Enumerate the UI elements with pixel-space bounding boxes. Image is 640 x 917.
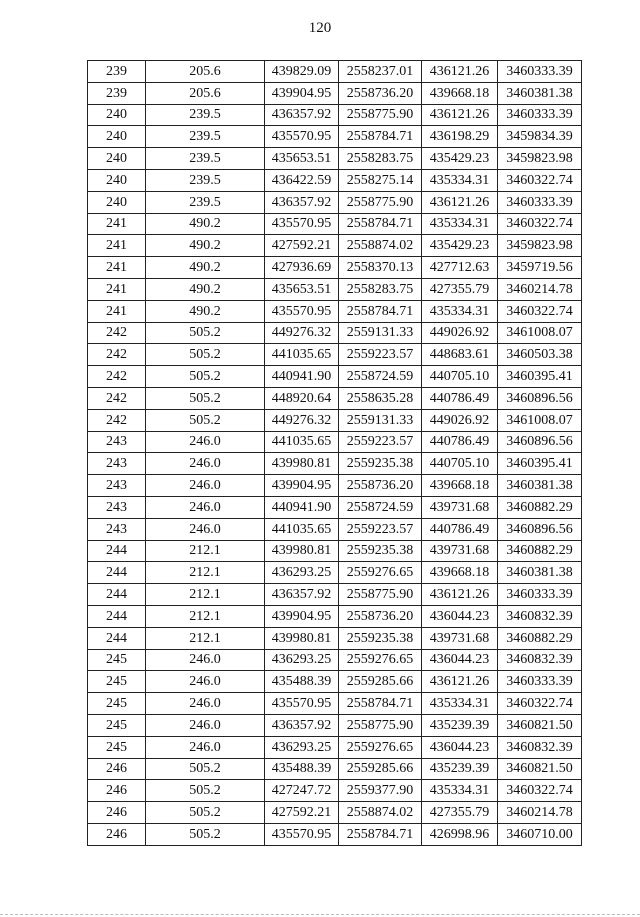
table-row (88, 169, 582, 191)
y2-cell: 3459719.56 (498, 257, 582, 279)
y2-cell: 3460322.74 (498, 169, 582, 191)
plot-id-cell: 242 (88, 322, 146, 344)
table-row (88, 257, 582, 279)
x1-cell: 436357.92 (265, 584, 339, 606)
y2-cell: 3460395.41 (498, 453, 582, 475)
x2-cell: 435239.39 (422, 758, 498, 780)
x2-cell: 435334.31 (422, 780, 498, 802)
plot-id-cell: 242 (88, 344, 146, 366)
plot-id-cell: 244 (88, 605, 146, 627)
x2-cell: 449026.92 (422, 322, 498, 344)
plot-id-cell: 245 (88, 671, 146, 693)
y2-cell: 3460333.39 (498, 584, 582, 606)
y2-cell: 3460896.56 (498, 518, 582, 540)
x1-cell: 439980.81 (265, 453, 339, 475)
y2-cell: 3459823.98 (498, 235, 582, 257)
plot-id-cell: 243 (88, 475, 146, 497)
table-row (88, 278, 582, 300)
x2-cell: 435334.31 (422, 300, 498, 322)
y1-cell: 2558283.75 (339, 278, 422, 300)
x2-cell: 440786.49 (422, 431, 498, 453)
plot-id-cell: 240 (88, 148, 146, 170)
x2-cell: 435429.23 (422, 235, 498, 257)
table-row (88, 540, 582, 562)
value-cell: 239.5 (146, 148, 265, 170)
x2-cell: 436044.23 (422, 649, 498, 671)
table-row (88, 431, 582, 453)
value-cell: 205.6 (146, 61, 265, 83)
x2-cell: 436044.23 (422, 605, 498, 627)
y2-cell: 3460882.29 (498, 627, 582, 649)
table-row (88, 605, 582, 627)
plot-id-cell: 243 (88, 431, 146, 453)
x1-cell: 435653.51 (265, 278, 339, 300)
y2-cell: 3460710.00 (498, 823, 582, 845)
plot-id-cell: 240 (88, 126, 146, 148)
value-cell: 205.6 (146, 82, 265, 104)
page-number: 120 (308, 20, 332, 36)
x2-cell: 439668.18 (422, 475, 498, 497)
y1-cell: 2559377.90 (339, 780, 422, 802)
table-row (88, 671, 582, 693)
value-cell: 246.0 (146, 714, 265, 736)
value-cell: 505.2 (146, 322, 265, 344)
table-row (88, 366, 582, 388)
y2-cell: 3460896.56 (498, 387, 582, 409)
x2-cell: 427712.63 (422, 257, 498, 279)
plot-id-cell: 240 (88, 191, 146, 213)
plot-id-cell: 245 (88, 649, 146, 671)
x2-cell: 436121.26 (422, 61, 498, 83)
x2-cell: 440705.10 (422, 453, 498, 475)
table-row (88, 409, 582, 431)
x1-cell: 435488.39 (265, 671, 339, 693)
table-row (88, 693, 582, 715)
plot-id-cell: 241 (88, 278, 146, 300)
x1-cell: 427592.21 (265, 802, 339, 824)
x2-cell: 439731.68 (422, 496, 498, 518)
y2-cell: 3460333.39 (498, 671, 582, 693)
y1-cell: 2559276.65 (339, 562, 422, 584)
y1-cell: 2559235.38 (339, 453, 422, 475)
y1-cell: 2558775.90 (339, 104, 422, 126)
table-row (88, 453, 582, 475)
y1-cell: 2558724.59 (339, 366, 422, 388)
y1-cell: 2558237.01 (339, 61, 422, 83)
table-row (88, 736, 582, 758)
value-cell: 490.2 (146, 213, 265, 235)
x2-cell: 426998.96 (422, 823, 498, 845)
y1-cell: 2558736.20 (339, 82, 422, 104)
x1-cell: 435488.39 (265, 758, 339, 780)
plot-id-cell: 243 (88, 496, 146, 518)
x2-cell: 436121.26 (422, 671, 498, 693)
x1-cell: 449276.32 (265, 409, 339, 431)
y1-cell: 2558370.13 (339, 257, 422, 279)
y1-cell: 2559276.65 (339, 649, 422, 671)
x2-cell: 439668.18 (422, 562, 498, 584)
x1-cell: 427936.69 (265, 257, 339, 279)
y1-cell: 2559235.38 (339, 540, 422, 562)
table-row (88, 322, 582, 344)
x1-cell: 439980.81 (265, 540, 339, 562)
y2-cell: 3460896.56 (498, 431, 582, 453)
plot-id-cell: 241 (88, 235, 146, 257)
value-cell: 239.5 (146, 191, 265, 213)
table-row (88, 82, 582, 104)
x2-cell: 440705.10 (422, 366, 498, 388)
value-cell: 212.1 (146, 540, 265, 562)
y1-cell: 2558784.71 (339, 213, 422, 235)
plot-id-cell: 244 (88, 584, 146, 606)
value-cell: 246.0 (146, 671, 265, 693)
table-row (88, 191, 582, 213)
x1-cell: 436422.59 (265, 169, 339, 191)
x2-cell: 439731.68 (422, 627, 498, 649)
y1-cell: 2558275.14 (339, 169, 422, 191)
table-row (88, 126, 582, 148)
x1-cell: 435570.95 (265, 823, 339, 845)
y1-cell: 2559223.57 (339, 431, 422, 453)
y2-cell: 3460214.78 (498, 278, 582, 300)
table-row (88, 496, 582, 518)
value-cell: 246.0 (146, 693, 265, 715)
value-cell: 212.1 (146, 627, 265, 649)
y2-cell: 3460832.39 (498, 736, 582, 758)
table-row (88, 780, 582, 802)
y2-cell: 3460882.29 (498, 496, 582, 518)
plot-id-cell: 244 (88, 562, 146, 584)
x1-cell: 435653.51 (265, 148, 339, 170)
plot-id-cell: 240 (88, 169, 146, 191)
y2-cell: 3460322.74 (498, 693, 582, 715)
y1-cell: 2559131.33 (339, 409, 422, 431)
value-cell: 246.0 (146, 736, 265, 758)
value-cell: 212.1 (146, 584, 265, 606)
value-cell: 239.5 (146, 104, 265, 126)
x1-cell: 448920.64 (265, 387, 339, 409)
plot-id-cell: 242 (88, 366, 146, 388)
x1-cell: 436357.92 (265, 104, 339, 126)
x1-cell: 427247.72 (265, 780, 339, 802)
table-row (88, 584, 582, 606)
value-cell: 246.0 (146, 453, 265, 475)
y1-cell: 2558775.90 (339, 584, 422, 606)
y1-cell: 2558736.20 (339, 475, 422, 497)
y1-cell: 2558874.02 (339, 802, 422, 824)
y2-cell: 3461008.07 (498, 322, 582, 344)
x2-cell: 435334.31 (422, 169, 498, 191)
y1-cell: 2559223.57 (339, 518, 422, 540)
value-cell: 212.1 (146, 605, 265, 627)
x1-cell: 439829.09 (265, 61, 339, 83)
table-row (88, 649, 582, 671)
x1-cell: 436357.92 (265, 714, 339, 736)
plot-id-cell: 240 (88, 104, 146, 126)
y2-cell: 3460832.39 (498, 649, 582, 671)
y1-cell: 2558784.71 (339, 126, 422, 148)
x2-cell: 435429.23 (422, 148, 498, 170)
table-row (88, 148, 582, 170)
value-cell: 239.5 (146, 169, 265, 191)
value-cell: 505.2 (146, 409, 265, 431)
plot-id-cell: 244 (88, 540, 146, 562)
table-row (88, 802, 582, 824)
y2-cell: 3460333.39 (498, 61, 582, 83)
x1-cell: 449276.32 (265, 322, 339, 344)
y1-cell: 2558775.90 (339, 714, 422, 736)
y2-cell: 3460214.78 (498, 802, 582, 824)
x1-cell: 439904.95 (265, 82, 339, 104)
x1-cell: 435570.95 (265, 693, 339, 715)
x2-cell: 436044.23 (422, 736, 498, 758)
x1-cell: 439904.95 (265, 475, 339, 497)
table-row (88, 758, 582, 780)
value-cell: 505.2 (146, 823, 265, 845)
x2-cell: 435239.39 (422, 714, 498, 736)
x2-cell: 427355.79 (422, 278, 498, 300)
value-cell: 246.0 (146, 431, 265, 453)
plot-id-cell: 246 (88, 823, 146, 845)
value-cell: 239.5 (146, 126, 265, 148)
table-row (88, 518, 582, 540)
plot-id-cell: 242 (88, 387, 146, 409)
value-cell: 505.2 (146, 344, 265, 366)
x2-cell: 439668.18 (422, 82, 498, 104)
x2-cell: 435334.31 (422, 693, 498, 715)
x1-cell: 427592.21 (265, 235, 339, 257)
x1-cell: 441035.65 (265, 344, 339, 366)
plot-id-cell: 242 (88, 409, 146, 431)
plot-id-cell: 241 (88, 213, 146, 235)
y1-cell: 2558784.71 (339, 693, 422, 715)
y1-cell: 2558784.71 (339, 300, 422, 322)
plot-id-cell: 246 (88, 780, 146, 802)
y1-cell: 2559276.65 (339, 736, 422, 758)
x1-cell: 440941.90 (265, 366, 339, 388)
x1-cell: 436293.25 (265, 562, 339, 584)
y1-cell: 2559235.38 (339, 627, 422, 649)
plot-id-cell: 243 (88, 518, 146, 540)
y1-cell: 2558874.02 (339, 235, 422, 257)
y2-cell: 3460322.74 (498, 213, 582, 235)
plot-id-cell: 239 (88, 82, 146, 104)
y1-cell: 2558635.28 (339, 387, 422, 409)
y2-cell: 3459823.98 (498, 148, 582, 170)
value-cell: 490.2 (146, 278, 265, 300)
table-row (88, 300, 582, 322)
x2-cell: 427355.79 (422, 802, 498, 824)
coordinates-table (87, 60, 582, 846)
table-row (88, 627, 582, 649)
plot-id-cell: 241 (88, 300, 146, 322)
y2-cell: 3460821.50 (498, 714, 582, 736)
y2-cell: 3461008.07 (498, 409, 582, 431)
plot-id-cell: 246 (88, 758, 146, 780)
x2-cell: 436121.26 (422, 584, 498, 606)
x2-cell: 440786.49 (422, 387, 498, 409)
table-row (88, 104, 582, 126)
value-cell: 246.0 (146, 496, 265, 518)
plot-id-cell: 246 (88, 802, 146, 824)
value-cell: 505.2 (146, 758, 265, 780)
y2-cell: 3460333.39 (498, 104, 582, 126)
x2-cell: 436198.29 (422, 126, 498, 148)
x1-cell: 435570.95 (265, 126, 339, 148)
table-row (88, 714, 582, 736)
y2-cell: 3460333.39 (498, 191, 582, 213)
y2-cell: 3460882.29 (498, 540, 582, 562)
table-row (88, 235, 582, 257)
y2-cell: 3460503.38 (498, 344, 582, 366)
x1-cell: 441035.65 (265, 431, 339, 453)
table-row (88, 61, 582, 83)
y2-cell: 3460322.74 (498, 300, 582, 322)
table-row (88, 562, 582, 584)
plot-id-cell: 245 (88, 736, 146, 758)
x1-cell: 435570.95 (265, 213, 339, 235)
value-cell: 505.2 (146, 366, 265, 388)
y1-cell: 2559131.33 (339, 322, 422, 344)
value-cell: 246.0 (146, 649, 265, 671)
value-cell: 490.2 (146, 300, 265, 322)
table-row (88, 823, 582, 845)
plot-id-cell: 239 (88, 61, 146, 83)
y2-cell: 3460832.39 (498, 605, 582, 627)
table-row (88, 387, 582, 409)
value-cell: 505.2 (146, 387, 265, 409)
x2-cell: 436121.26 (422, 104, 498, 126)
plot-id-cell: 245 (88, 693, 146, 715)
x2-cell: 448683.61 (422, 344, 498, 366)
x2-cell: 435334.31 (422, 213, 498, 235)
value-cell: 505.2 (146, 802, 265, 824)
table-body (88, 61, 582, 846)
y2-cell: 3460395.41 (498, 366, 582, 388)
table-row (88, 213, 582, 235)
y2-cell: 3460322.74 (498, 780, 582, 802)
value-cell: 246.0 (146, 518, 265, 540)
y1-cell: 2558736.20 (339, 605, 422, 627)
plot-id-cell: 241 (88, 257, 146, 279)
y1-cell: 2558283.75 (339, 148, 422, 170)
scan-edge-line (0, 914, 640, 915)
value-cell: 490.2 (146, 235, 265, 257)
x1-cell: 440941.90 (265, 496, 339, 518)
x2-cell: 439731.68 (422, 540, 498, 562)
y1-cell: 2559285.66 (339, 758, 422, 780)
x2-cell: 436121.26 (422, 191, 498, 213)
x1-cell: 439904.95 (265, 605, 339, 627)
x2-cell: 449026.92 (422, 409, 498, 431)
x2-cell: 440786.49 (422, 518, 498, 540)
y2-cell: 3460381.38 (498, 562, 582, 584)
plot-id-cell: 243 (88, 453, 146, 475)
y2-cell: 3459834.39 (498, 126, 582, 148)
table-row (88, 475, 582, 497)
value-cell: 212.1 (146, 562, 265, 584)
x1-cell: 436293.25 (265, 736, 339, 758)
x1-cell: 436293.25 (265, 649, 339, 671)
y1-cell: 2559223.57 (339, 344, 422, 366)
x1-cell: 436357.92 (265, 191, 339, 213)
y2-cell: 3460381.38 (498, 82, 582, 104)
x1-cell: 441035.65 (265, 518, 339, 540)
y2-cell: 3460381.38 (498, 475, 582, 497)
x1-cell: 439980.81 (265, 627, 339, 649)
y1-cell: 2558724.59 (339, 496, 422, 518)
y1-cell: 2559285.66 (339, 671, 422, 693)
value-cell: 490.2 (146, 257, 265, 279)
y1-cell: 2558775.90 (339, 191, 422, 213)
plot-id-cell: 245 (88, 714, 146, 736)
table-row (88, 344, 582, 366)
y2-cell: 3460821.50 (498, 758, 582, 780)
value-cell: 246.0 (146, 475, 265, 497)
value-cell: 505.2 (146, 780, 265, 802)
y1-cell: 2558784.71 (339, 823, 422, 845)
plot-id-cell: 244 (88, 627, 146, 649)
x1-cell: 435570.95 (265, 300, 339, 322)
